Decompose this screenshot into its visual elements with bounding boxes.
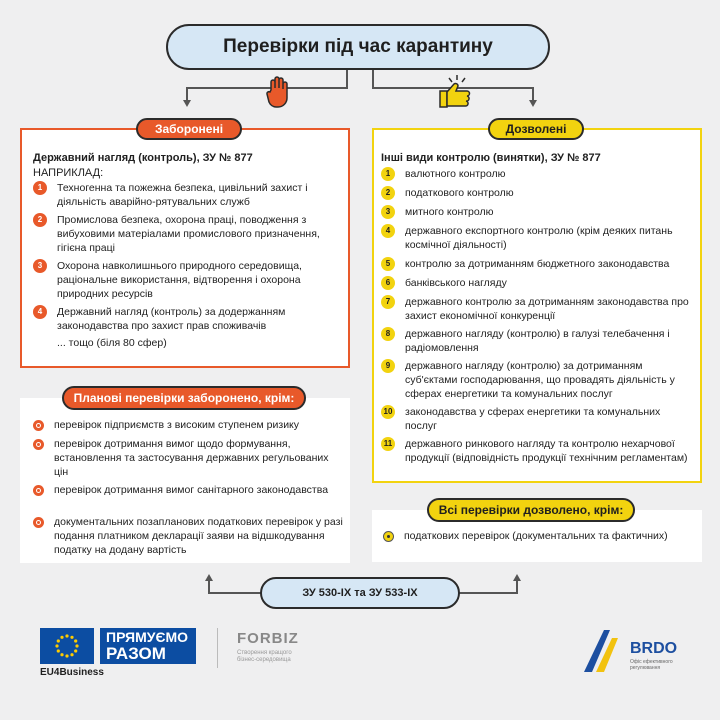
forbidden-heading: Державний нагляд (контроль), ЗУ № 877	[33, 152, 253, 164]
list-item-text: законодавства у сферах енергетики та комунальних послуг	[405, 406, 661, 432]
number-badge: 3	[381, 205, 395, 219]
list-item-text: банківського нагляду	[405, 277, 507, 289]
stop-hand-icon	[266, 76, 292, 110]
list-item-text: державного нагляду (контролю) за дотриманням суб'єктами господарювання, що провадять діяльність у сферах енергетики та комунальних послуг	[405, 360, 675, 400]
list-item	[33, 213, 338, 257]
list-item-text: Промислова безпека, охорона праці, поводження з вибуховими матеріалами промислового призначення, гігієна праці	[57, 214, 320, 254]
connector-left-down	[186, 87, 188, 101]
list-item	[33, 437, 343, 481]
number-badge: 2	[33, 213, 47, 227]
number-badge: 3	[33, 259, 47, 273]
arrow-up-left-icon	[205, 574, 213, 581]
forbidden-example-label: НАПРИКЛАД:	[33, 167, 104, 179]
list-item	[33, 418, 343, 434]
list-item	[381, 276, 693, 293]
list-item-text: державного контролю за дотриманням законодавства про захист економічної конкуренції	[405, 296, 689, 322]
number-badge: 4	[381, 224, 395, 238]
number-badge: 1	[33, 181, 47, 195]
law-connector-right	[458, 592, 518, 594]
number-badge: 4	[33, 305, 47, 319]
number-badge: 5	[381, 257, 395, 271]
bullet-icon	[383, 531, 394, 542]
list-item	[381, 257, 693, 274]
list-item	[381, 437, 693, 481]
laws-pill: ЗУ 530-IX та ЗУ 533-IX	[260, 577, 460, 609]
list-item-text: валютного контролю	[405, 168, 506, 180]
connector-right-down	[532, 87, 534, 101]
list-item	[381, 327, 693, 357]
footer-divider	[217, 628, 218, 668]
list-item	[33, 181, 338, 211]
arrow-up-right-icon	[513, 574, 521, 581]
all-allowed-tag: Всі перевірки дозволено, крім:	[427, 498, 635, 522]
list-item	[33, 483, 343, 513]
brdo-subtitle: Офіс ефективного регулювання	[630, 659, 673, 671]
thumbs-up-icon	[437, 74, 473, 110]
allowed-list	[381, 167, 693, 481]
list-item	[33, 515, 343, 559]
brdo-logo-icon	[582, 628, 624, 674]
list-item-text: державного ринкового нагляду та контролю нехарчової продукції (відповідність продукції технічним регламентам)	[405, 438, 688, 464]
list-item-text: митного контролю	[405, 206, 494, 218]
number-badge: 2	[381, 186, 395, 200]
pryamuemo-line1: ПРЯМУЄМО	[106, 629, 188, 645]
list-item-text: контролю за дотриманням бюджетного законодавства	[405, 258, 670, 270]
all-allowed-list	[383, 529, 693, 559]
number-badge: 6	[381, 276, 395, 290]
list-item-text: перевірок підприємств з високим ступенем ризику	[54, 419, 300, 431]
list-item	[381, 405, 693, 435]
number-badge: 10	[381, 405, 395, 419]
list-item	[381, 186, 693, 203]
bullet-icon	[33, 485, 44, 496]
law-connector-left	[208, 592, 262, 594]
arrow-right-icon	[529, 100, 537, 107]
list-item-text: Техногенна та пожежна безпека, цивільний захист і діяльність аварійно-рятувальних служб	[57, 182, 308, 208]
forbidden-more: ... тощо (біля 80 сфер)	[57, 337, 167, 349]
connector-center-left	[346, 70, 348, 89]
list-item	[381, 359, 693, 403]
list-item-text: податкових перевірок (документальних та фактичних)	[404, 530, 668, 542]
allowed-tag: Дозволені	[488, 118, 584, 140]
number-badge: 11	[381, 437, 395, 451]
forbidden-tag: Заборонені	[136, 118, 242, 140]
number-badge: 8	[381, 327, 395, 341]
forbidden-list	[33, 181, 338, 335]
law-connector-right-up	[516, 581, 518, 593]
pryamuemo-logo	[100, 628, 196, 664]
eu-flag-logo	[40, 628, 94, 664]
list-item-text: перевірок дотримання вимог щодо формування, встановлення та застосування державних регульованих цін	[54, 438, 329, 478]
list-item	[381, 167, 693, 184]
list-item	[383, 529, 693, 559]
list-item	[381, 295, 693, 325]
number-badge: 1	[381, 167, 395, 181]
allowed-heading: Інші види контролю (винятки), ЗУ № 877	[381, 152, 601, 164]
eu-stars-icon	[40, 628, 94, 664]
list-item-text: державного нагляду (контролю) в галузі телебачення і радіомовлення	[405, 328, 670, 354]
planned-list	[33, 418, 343, 559]
list-item	[33, 305, 338, 335]
eu4business-label: EU4Business	[40, 667, 104, 678]
arrow-left-icon	[183, 100, 191, 107]
forbiz-logo: FORBIZ	[237, 630, 299, 647]
list-item-text: податкового контролю	[405, 187, 514, 199]
list-item-text: перевірок дотримання вимог санітарного законодавства	[54, 484, 329, 496]
list-item	[381, 224, 693, 254]
list-item-text: державного експортного контролю (крім деяких питань космічної діяльності)	[405, 225, 673, 251]
brdo-label: BRDO	[630, 640, 678, 657]
bullet-icon	[33, 420, 44, 431]
list-item-text: Державний нагляд (контроль) за додержанням законодавства про захист прав споживачів	[57, 306, 286, 332]
bullet-icon	[33, 439, 44, 450]
pryamuemo-line2: РАЗОМ	[106, 644, 166, 663]
number-badge: 9	[381, 359, 395, 373]
list-item-text: документальних позапланових податкових перевірок у разі подання платником декларації заяви на відшкодування податку на додану вартість	[54, 516, 343, 556]
list-item-text: Охорона навколишнього природного середовища, раціональне використання, відтворення і охорона природних ресурсів	[57, 260, 302, 300]
forbiz-subtitle: Створення кращого бізнес-середовища	[237, 650, 292, 663]
list-item	[33, 259, 338, 303]
bullet-icon	[33, 517, 44, 528]
planned-tag: Планові перевірки заборонено, крім:	[62, 386, 306, 410]
page-title: Перевірки під час карантину	[166, 24, 550, 70]
number-badge: 7	[381, 295, 395, 309]
list-item	[381, 205, 693, 222]
